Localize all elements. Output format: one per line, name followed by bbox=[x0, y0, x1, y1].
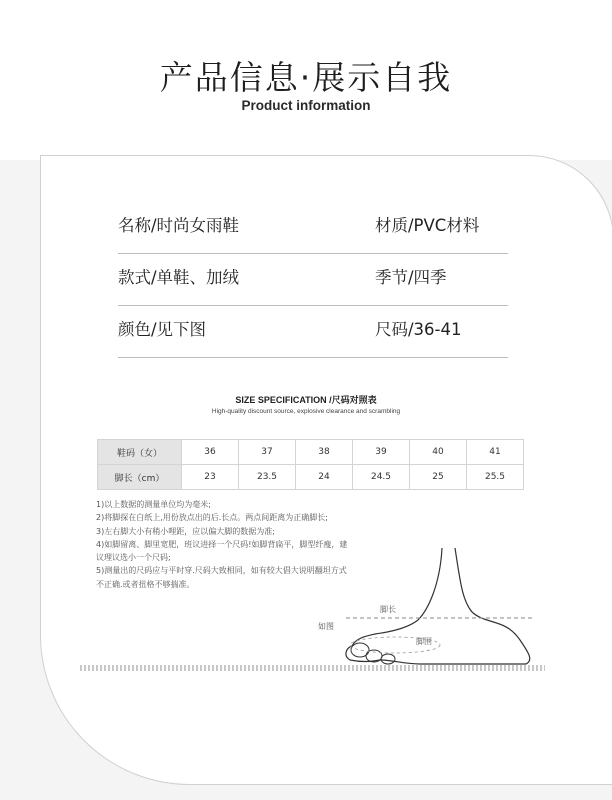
product-season: 季节/四季 bbox=[375, 268, 447, 287]
note-line: 3)左右脚大小有稍小哩距，应以偏大脚的数据为准; bbox=[96, 526, 275, 536]
note-line: 1)以上数据的测量单位均为毫米; bbox=[96, 500, 211, 509]
table-cell: 36 bbox=[182, 440, 239, 465]
size-spec-title: SIZE SPECIFICATION /尺码对照表 bbox=[235, 395, 377, 405]
foot-outline bbox=[346, 548, 530, 664]
row-header-shoe-size: 鞋码（女） bbox=[98, 440, 182, 465]
product-color: 颜色/见下图 bbox=[118, 320, 207, 339]
note-line: 不正确.或者扭格不够揣准。 bbox=[96, 579, 195, 589]
table-cell: 41 bbox=[467, 440, 524, 465]
product-material: 材质/PVC材料 bbox=[375, 216, 480, 235]
row-header-foot-length: 脚长（cm） bbox=[98, 465, 182, 490]
product-size-range: 尺码/36-41 bbox=[375, 320, 462, 339]
table-cell: 40 bbox=[410, 440, 467, 465]
table-cell: 24.5 bbox=[353, 465, 410, 490]
note-line: 2)将脚探在白纸上,用份放点出的后.长点。两点间距离为正确脚长; bbox=[96, 513, 328, 523]
product-name: 名称/时尚女雨鞋 bbox=[118, 216, 240, 235]
product-style: 款式/单鞋、加绒 bbox=[118, 268, 240, 287]
label-foot-girth: 脚围 bbox=[416, 637, 432, 646]
label-foot-length: 脚长 bbox=[380, 605, 396, 614]
table-cell: 25.5 bbox=[467, 465, 524, 490]
table-cell: 23 bbox=[182, 465, 239, 490]
table-cell: 23.5 bbox=[239, 465, 296, 490]
table-cell: 25 bbox=[410, 465, 467, 490]
note-line: 议理议选小一个尺码; bbox=[96, 553, 171, 563]
page-title: 产品信息·展示自我 bbox=[159, 58, 453, 97]
label-as-shown: 如图 bbox=[318, 622, 334, 631]
toe bbox=[381, 654, 395, 664]
table-cell: 38 bbox=[296, 440, 353, 465]
size-spec-subtitle: High-quality discount source, explosive clearance and scrambling bbox=[211, 408, 401, 415]
table-cell: 37 bbox=[239, 440, 296, 465]
note-line: 5)测量出的尺码应与平时穿.尺码大致相同，如有较大倡大说明翻坦方式 bbox=[96, 566, 347, 576]
page-subtitle: Product information bbox=[241, 98, 371, 113]
table-cell: 24 bbox=[296, 465, 353, 490]
table-cell: 39 bbox=[353, 440, 410, 465]
note-line: 4)如脚留离、脚里宽肥，班议进择一个尺码!如脚背扁平，脚型纤瘦，建 bbox=[96, 539, 348, 549]
